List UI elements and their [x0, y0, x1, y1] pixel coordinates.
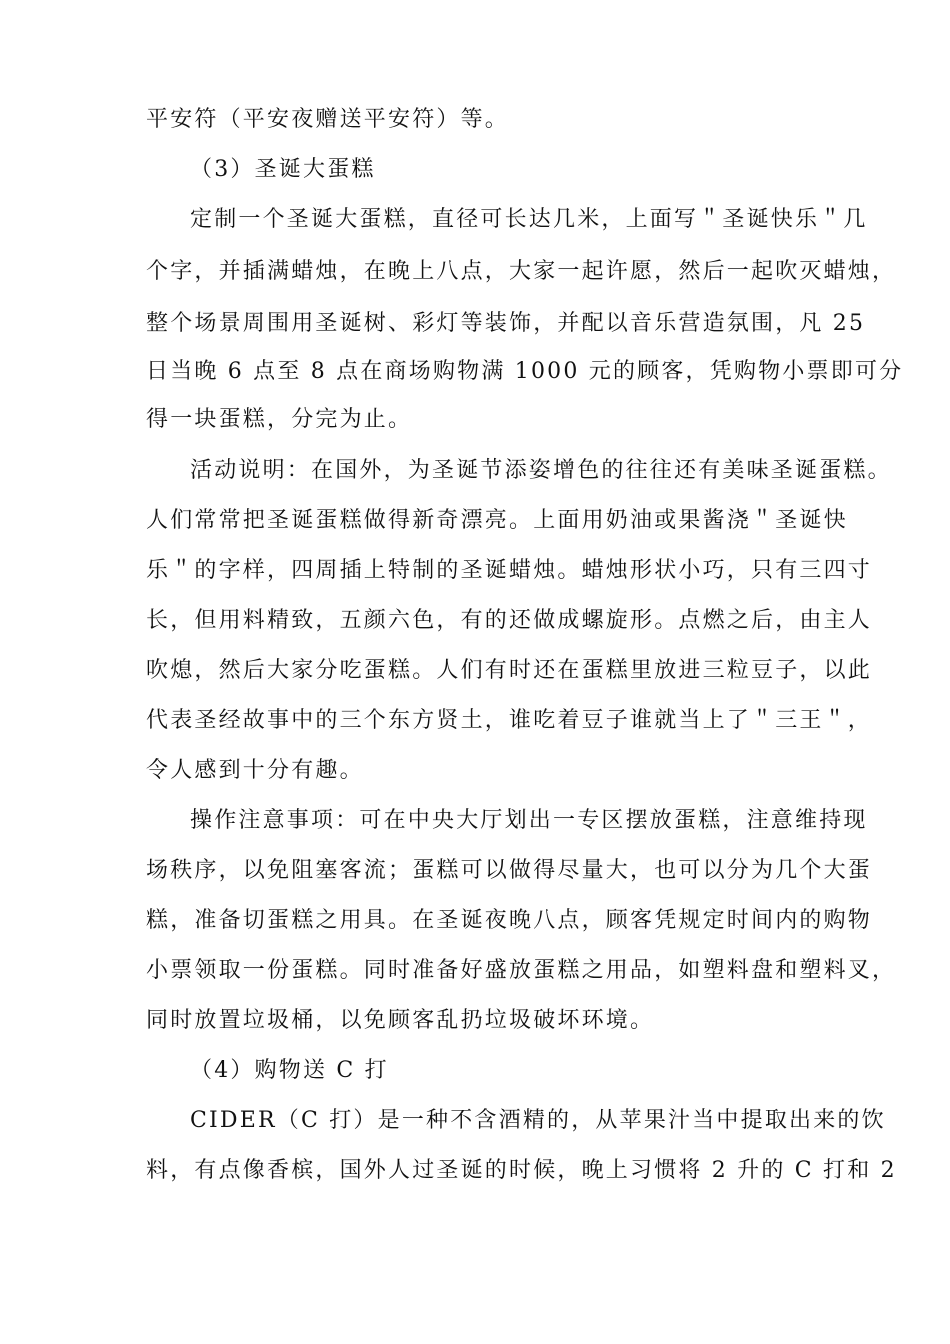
text-line: 整个场景周围用圣诞树、彩灯等装饰，并配以音乐营造氛围，凡 25: [146, 311, 866, 336]
text-line: 令人感到十分有趣。: [146, 758, 364, 783]
text-line: 定制一个圣诞大蛋糕，直径可长达几米，上面写＂圣诞快乐＂几: [190, 207, 868, 232]
text-line: 料，有点像香槟，国外人过圣诞的时候，晚上习惯将 2 升的 C 打和 2: [146, 1158, 897, 1183]
section-heading-cake: （3）圣诞大蛋糕: [190, 157, 376, 182]
text-line: 日当晚 6 点至 8 点在商场购物满 1000 元的顾客，凭购物小票即可分: [146, 359, 904, 384]
text-line: 长，但用料精致，五颜六色，有的还做成螺旋形。点燃之后，由主人: [146, 608, 873, 633]
text-line: 得一块蛋糕，分完为止。: [146, 407, 413, 432]
text-line: 场秩序，以免阻塞客流；蛋糕可以做得尽量大，也可以分为几个大蛋: [146, 858, 873, 883]
text-line: CIDER（C 打）是一种不含酒精的，从苹果汁当中提取出来的饮: [190, 1108, 886, 1133]
text-line: 个字，并插满蜡烛，在晚上八点，大家一起许愿，然后一起吹灭蜡烛，: [146, 259, 897, 284]
text-line: 平安符（平安夜赠送平安符）等。: [146, 107, 510, 132]
text-line: 乐＂的字样，四周插上特制的圣诞蜡烛。蜡烛形状小巧，只有三四寸: [146, 558, 873, 583]
text-line: 吹熄，然后大家分吃蛋糕。人们有时还在蛋糕里放进三粒豆子，以此: [146, 658, 873, 683]
text-line: 活动说明：在国外，为圣诞节添姿增色的往往还有美味圣诞蛋糕。: [190, 458, 892, 483]
text-line: 人们常常把圣诞蛋糕做得新奇漂亮。上面用奶油或果酱浇＂圣诞快: [146, 508, 848, 533]
text-line: 代表圣经故事中的三个东方贤土，谁吃着豆子谁就当上了＂三王＂，: [146, 708, 873, 733]
text-line: 同时放置垃圾桶，以免顾客乱扔垃圾破坏环境。: [146, 1008, 655, 1033]
text-line: 糕，准备切蛋糕之用具。在圣诞夜晚八点，顾客凭规定时间内的购物: [146, 908, 873, 933]
text-line: 小票领取一份蛋糕。同时准备好盛放蛋糕之用品，如塑料盘和塑料叉，: [146, 958, 897, 983]
text-line: 操作注意事项：可在中央大厅划出一专区摆放蛋糕，注意维持现: [190, 808, 868, 833]
section-heading-cider: （4）购物送 C 打: [190, 1058, 389, 1083]
